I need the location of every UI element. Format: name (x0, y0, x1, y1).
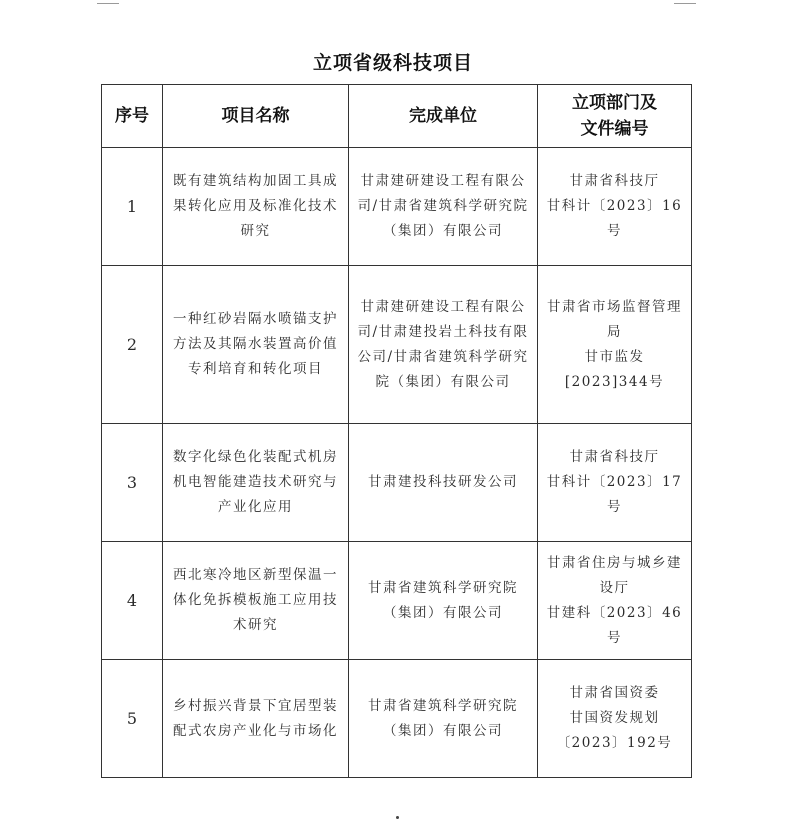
project-name: 一种红砂岩隔水喷锚支护方法及其隔水装置高价值专利培育和转化项目 (163, 266, 349, 424)
row-number: 2 (102, 266, 163, 424)
dept-cell (538, 542, 692, 660)
header-dept-line1: 立项部门及 (572, 93, 657, 113)
dept-name: 甘肃省国资委 (569, 685, 660, 701)
table-header-row (102, 85, 692, 148)
row-number: 1 (102, 148, 163, 266)
projects-table (101, 84, 692, 778)
doc-number: 甘国资发规划〔2023〕192号 (556, 710, 673, 751)
doc-number: 甘科计〔2023〕16 号 (546, 198, 683, 239)
completing-unit: 甘肃省建筑科学研究院（集团）有限公司 (349, 660, 538, 778)
project-name: 乡村振兴背景下宜居型装配式农房产业化与市场化 (163, 660, 349, 778)
table-row (102, 542, 692, 660)
table-row (102, 660, 692, 778)
completing-unit: 甘肃建研建设工程有限公司/甘肃建投岩土科技有限公司/甘肃省建筑科学研究院（集团）有限公司 (349, 266, 538, 424)
dept-cell (538, 424, 692, 542)
header-unit: 完成单位 (349, 85, 538, 148)
crop-mark-left (97, 0, 119, 4)
row-number: 5 (102, 660, 163, 778)
completing-unit: 甘肃省建筑科学研究院（集团）有限公司 (349, 542, 538, 660)
doc-number: 甘市监发[2023]344号 (564, 348, 665, 390)
dept-cell (538, 148, 692, 266)
project-name: 数字化绿色化装配式机房机电智能建造技术研究与产业化应用 (163, 424, 349, 542)
page-title: 立项省级科技项目 (312, 52, 473, 74)
header-dept (538, 85, 692, 148)
header-dept-line2: 文件编号 (580, 119, 649, 139)
project-name: 既有建筑结构加固工具成果转化应用及标准化技术研究 (163, 148, 349, 266)
completing-unit: 甘肃建研建设工程有限公司/甘肃省建筑科学研究院（集团）有限公司 (349, 148, 538, 266)
dept-cell (538, 660, 692, 778)
dept-name: 甘肃省市场监督管理局 (547, 298, 682, 340)
dept-name: 甘肃省科技厅 (569, 173, 660, 189)
table-row (102, 266, 692, 424)
footer-dot (396, 816, 399, 819)
dept-cell (538, 266, 692, 424)
project-name: 西北寒冷地区新型保温一体化免拆模板施工应用技术研究 (163, 542, 349, 660)
doc-number: 甘建科〔2023〕46 号 (546, 604, 683, 646)
table-row (102, 424, 692, 542)
completing-unit: 甘肃建投科技研发公司 (349, 424, 538, 542)
row-number: 3 (102, 424, 163, 542)
header-name: 项目名称 (163, 85, 349, 148)
table-row (102, 148, 692, 266)
crop-mark-right (674, 0, 696, 4)
doc-number: 甘科计〔2023〕17 号 (546, 474, 683, 515)
dept-name: 甘肃省住房与城乡建设厅 (547, 554, 682, 596)
header-no: 序号 (102, 85, 163, 148)
dept-name: 甘肃省科技厅 (569, 449, 660, 465)
row-number: 4 (102, 542, 163, 660)
